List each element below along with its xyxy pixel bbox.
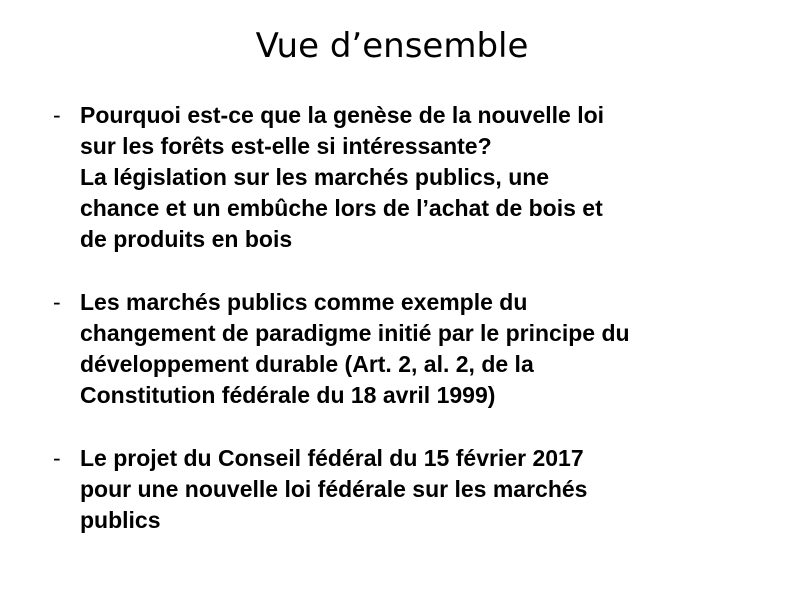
bullet-line: La législation sur les marchés publics, une bbox=[80, 164, 550, 190]
bullet-item bbox=[53, 443, 773, 536]
bullet-dash: - bbox=[53, 102, 61, 128]
slide-title: Vue d’ensemble bbox=[255, 26, 529, 66]
bullet-line: développement durable (Art. 2, al. 2, de la bbox=[80, 351, 534, 377]
bullet-dash: - bbox=[53, 289, 61, 315]
bullet-line: chance et un embûche lors de l’achat de bois et bbox=[80, 195, 603, 221]
bullet-dash: - bbox=[53, 445, 61, 471]
bullet-line: Les marchés publics comme exemple du bbox=[80, 289, 528, 315]
bullet-line: publics bbox=[80, 507, 161, 533]
bullet-line: de produits en bois bbox=[80, 226, 293, 252]
bullet-item bbox=[53, 287, 773, 411]
bullet-line: Le projet du Conseil fédéral du 15 février 2017 bbox=[80, 445, 584, 471]
bullet-list bbox=[53, 100, 773, 536]
bullet-line: changement de paradigme initié par le principe du bbox=[80, 320, 630, 346]
bullet-item bbox=[53, 100, 773, 255]
bullet-line: Pourquoi est-ce que la genèse de la nouvelle loi bbox=[80, 102, 605, 128]
bullet-line: sur les forêts est-elle si intéressante? bbox=[80, 133, 492, 159]
bullet-line: Constitution fédérale du 18 avril 1999) bbox=[80, 382, 496, 408]
bullet-line: pour une nouvelle loi fédérale sur les marchés bbox=[80, 476, 588, 502]
